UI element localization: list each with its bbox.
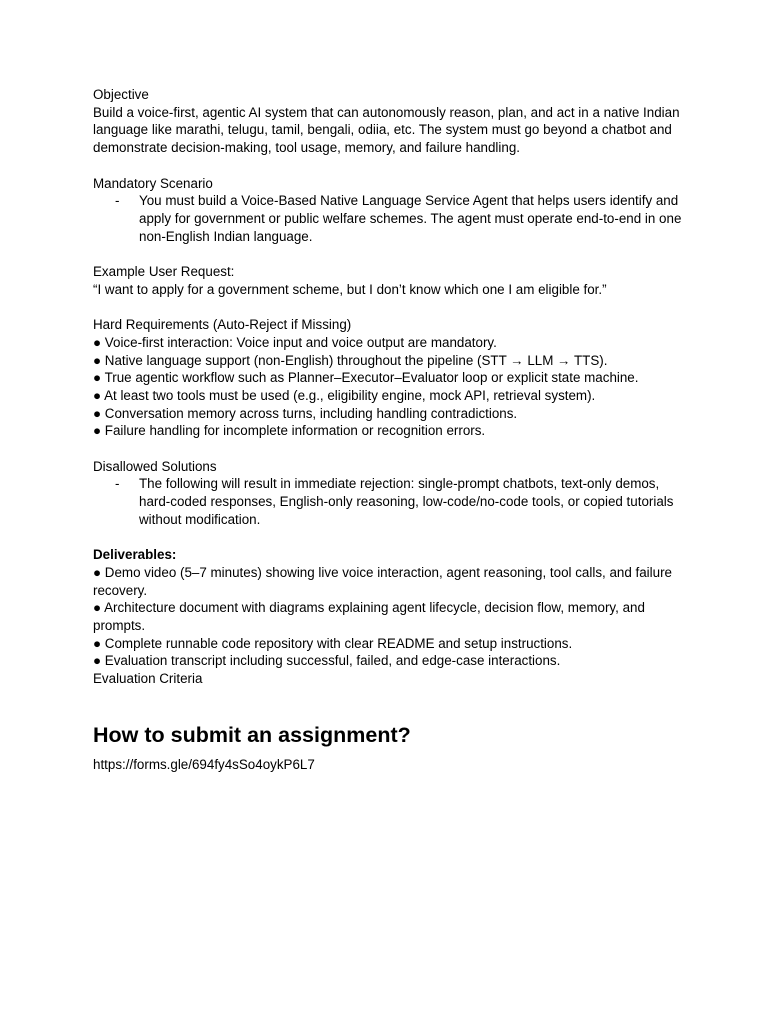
spacer [93, 157, 683, 175]
submit-link[interactable]: https://forms.gle/694fy4sSo4oykP6L7 [93, 756, 315, 772]
spacer [93, 298, 683, 316]
deliverable-item: ● Complete runnable code repository with clear README and setup instructions. [93, 635, 573, 651]
dash-bullet: - [115, 476, 120, 492]
evaluation-criteria-label: Evaluation Criteria [93, 671, 203, 687]
disallowed-item [93, 475, 683, 528]
mandatory-item [93, 192, 683, 245]
example-heading: Example User Request: [93, 264, 235, 279]
requirement-item: ● At least two tools must be used (e.g., eligibility engine, mock API, retrieval system). [93, 387, 596, 403]
spacer [93, 440, 683, 458]
requirement-item: ● True agentic workflow such as Planner–Executor–Evaluator loop or explicit state machine. [93, 370, 639, 386]
deliverable-item: ● Evaluation transcript including successful, failed, and edge-case interactions. [93, 653, 561, 669]
requirement-item: ● Voice-first interaction: Voice input and voice output are mandatory. [93, 334, 497, 350]
dash-bullet: - [115, 193, 120, 209]
spacer [93, 529, 683, 547]
requirement-item: ● Failure handling for incomplete information or recognition errors. [93, 423, 486, 439]
objective-text: Build a voice-first, agentic AI system that can autonomously reason, plan, and act in a native Indian language like marathi, telugu, tamil, bengali, odiia, etc. The system must go beyond a chatbot and demonstrate decision-making, tool usage, memory, and failure handling. [93, 104, 680, 156]
mandatory-heading: Mandatory Scenario [93, 175, 213, 191]
deliverables-heading: Deliverables: [93, 547, 177, 563]
deliverable-item: ● Demo video (5–7 minutes) showing live voice interaction, agent reasoning, tool calls, and failure recovery. [93, 564, 672, 598]
submit-heading: How to submit an assignment? [93, 722, 411, 747]
example-quote: “I want to apply for a government scheme, but I don’t know which one I am eligible for.” [93, 281, 607, 297]
disallowed-heading: Disallowed Solutions [93, 458, 217, 474]
objective-heading: Objective [93, 87, 149, 102]
deliverable-item: ● Architecture document with diagrams explaining agent lifecycle, decision flow, memory, and prompts. [93, 600, 645, 634]
spacer [93, 245, 683, 263]
document-page [93, 86, 683, 774]
requirement-item: ● Native language support (non-English) throughout the pipeline (STT → LLM → TTS). [93, 352, 608, 368]
requirement-item: ● Conversation memory across turns, including handling contradictions. [93, 405, 518, 421]
hard-requirements-heading: Hard Requirements (Auto-Reject if Missing) [93, 317, 352, 333]
disallowed-item-text: The following will result in immediate rejection: single-prompt chatbots, text-only demos, hard-coded responses, English-only reasoning, low-code/no-code tools, or copied tutorials without modification. [139, 476, 674, 527]
mandatory-item-text: You must build a Voice-Based Native Language Service Agent that helps users identify and apply for government or public welfare schemes. The agent must operate end-to-end in one non-English Indian language. [139, 193, 682, 244]
